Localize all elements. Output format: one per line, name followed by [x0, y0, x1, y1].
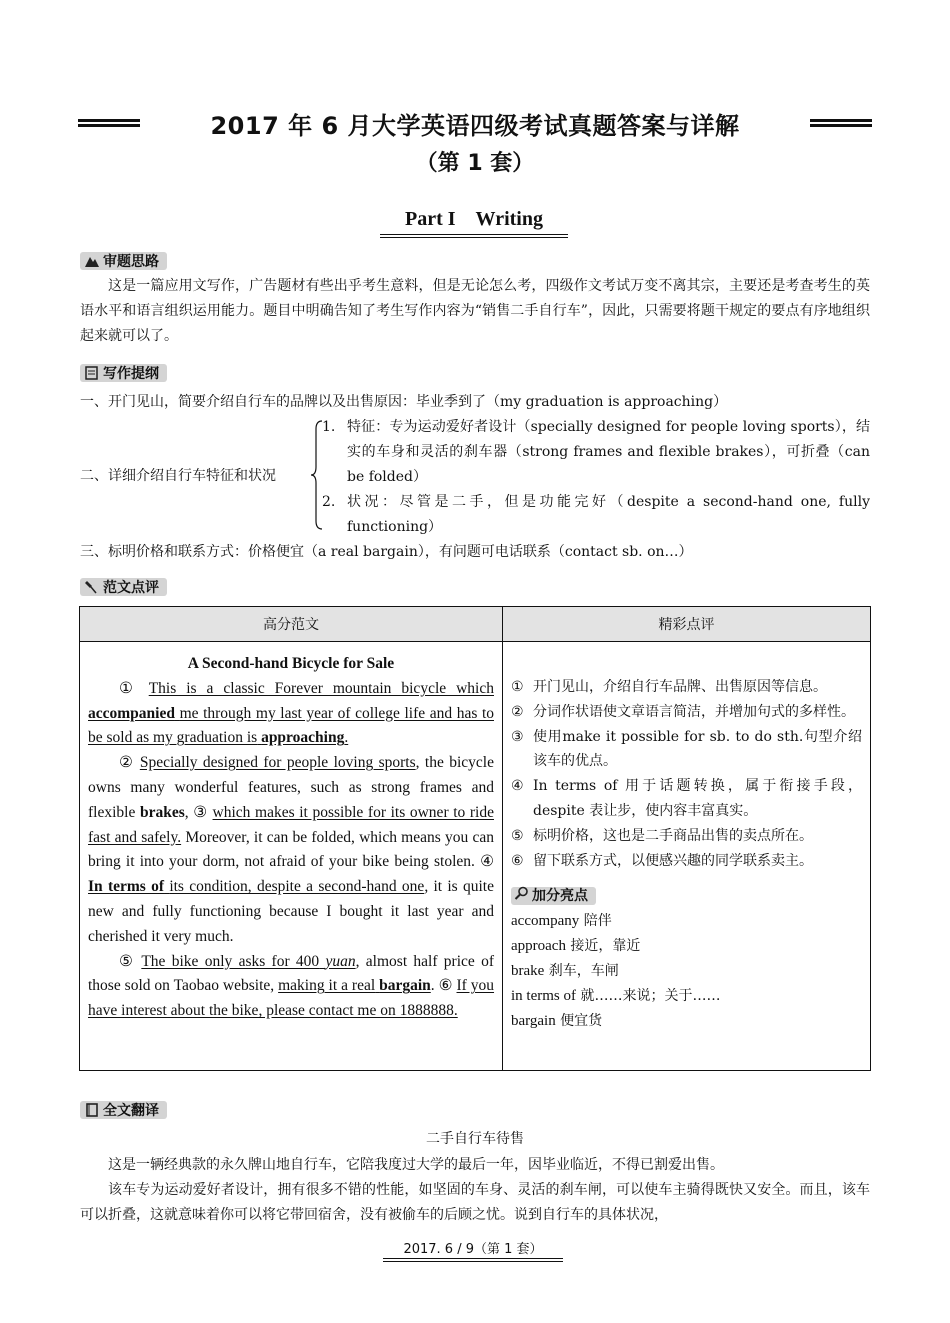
outline-sub-item: 1. 特征：专为运动爱好者设计（specially designed for people loving sports），结实的车身和灵活的刹车器（strong frames and flexible brakes），可折叠（can be folded）: [322, 419, 870, 485]
comment-item: ③ 使用make it possible for sb. to do sth.句型介绍该车的优点。: [511, 728, 862, 770]
translation-paragraph-1: 这是一辆经典款的永久牌山地自行车，它陪我度过大学的最后一年，因毕业临近，不得已割爱出售。: [108, 1157, 724, 1173]
essay-title: A Second-hand Bicycle for Sale: [187, 655, 395, 672]
section-label-text: 写作提纲: [103, 366, 159, 382]
outline-item-2-list: [322, 415, 870, 540]
comment-item: ② 分词作状语使文章语言简洁，并增加句式的多样性。: [511, 703, 855, 720]
page-title: 2017 年 6 月大学英语四级考试真题答案与详解: [210, 111, 740, 140]
translation-paragraph-2: 该车专为运动爱好者设计，拥有很多不错的性能，如坚固的车身、灵活的刹车闸，可以使车主骑得既快又安全。而且，该车可以折叠，这就意味着你可以将它带回宿舍，没有被偷车的后顾之忧。说到自行车的具体状况，: [80, 1182, 870, 1223]
mountain-icon: [84, 254, 100, 268]
title-row: [78, 103, 872, 143]
page-footer: 2017. 6 / 9（第 1 套）: [383, 1238, 563, 1259]
vocab-list: [511, 909, 862, 1033]
comments-list: [503, 642, 870, 1041]
outline-item-1: 一、开门见山，简要介绍自行车的品牌以及出售原因：毕业季到了（my graduation is approaching）: [80, 394, 728, 410]
title-left-rule: [78, 119, 140, 127]
col-header-comments: 精彩点评: [503, 607, 871, 642]
vocab-item: brake 刹车，车闸: [511, 962, 619, 979]
essay-paragraph-1: ① This is a classic Forever mountain bicycle which accompanied me through my last year of college life and has to be sold as my graduation is approaching.: [88, 679, 494, 747]
section-label-text: 审题思路: [103, 254, 159, 270]
comment-item: ① 开门见山，介绍自行车品牌、出售原因等信息。: [511, 679, 827, 695]
title-right-rule: [810, 119, 872, 127]
section-label-analysis: [80, 252, 167, 270]
col-header-essay: 高分范文: [80, 607, 503, 642]
essay-paragraph-3: ⑤ The bike only asks for 400 yuan, almost half price of those sold on Taobao website, making it a real bargain. ⑥ If you have interest about the bike, please contact me on 1888888.: [88, 952, 495, 1020]
pen-icon: [84, 580, 100, 594]
section-label-translation: [80, 1101, 167, 1119]
section-label-text: 范文点评: [103, 580, 159, 596]
section-label-text: 全文翻译: [103, 1103, 159, 1119]
notepad-icon: [84, 366, 100, 380]
section-label-review: [80, 578, 167, 596]
comment-item: ⑥ 留下联系方式，以便感兴趣的同学联系卖主。: [511, 852, 813, 869]
translation-title: 二手自行车待售: [426, 1131, 524, 1147]
model-essay: [80, 642, 502, 1070]
comment-item: ④ In terms of 用于话题转换，属于衔接手段，despite 表让步，使内容丰富真实。: [511, 778, 862, 819]
outline-item-3: 三、标明价格和联系方式：价格便宜（a real bargain），有问题可电话联系（contact sb. on…）: [80, 544, 693, 560]
section-label-outline: [80, 364, 167, 382]
analysis-paragraph: 这是一篇应用文写作，广告题材有些出乎考生意料，但是无论怎么考，四级作文考试万变不离其宗，主要还是考查考生的英语水平和语言组织运用能力。题目中明确告知了考生写作内容为“销售二手自行车”，因此，只需要将题干规定的要点有序地组织起来就可以了。: [80, 278, 870, 344]
part-heading: Part I Writing: [380, 202, 568, 235]
book-icon: [84, 1103, 100, 1117]
vocab-item: in terms of 就……来说；关于……: [511, 987, 721, 1004]
essay-cell: [80, 642, 503, 1071]
vocab-item: approach 接近，靠近: [511, 938, 641, 955]
vocab-item: bargain 便宜货: [511, 1012, 603, 1029]
page-subtitle: （第 1 套）: [415, 151, 535, 176]
vocab-item: accompany 陪伴: [511, 913, 612, 930]
magnifier-icon: [514, 884, 530, 909]
comments-cell: [503, 642, 871, 1071]
essay-paragraph-2: ② Specially designed for people loving sports, the bicycle owns many wonderful features, such as strong frames and flexible brakes, ③ which makes it possible for its owner to ride fast and safely. Moreover, it can be folded, which means you can bring it into your dorm, not afraid of your bike being stolen. ④ In terms of its condition, despite a second-hand one, it is quite new and fully functioning because I bought it last year and cherished it very much.: [88, 754, 494, 945]
outline-item-2-label: 二、详细介绍自行车特征和状况: [80, 468, 276, 484]
outline-sub-item: 2. 状况：尽管是二手，但是功能完好（despite a second-hand one, fully functioning）: [322, 494, 870, 535]
review-table: [79, 606, 871, 1071]
bonus-label: 加分亮点: [511, 887, 596, 905]
comment-item: ⑤ 标明价格，这也是二手商品出售的卖点所在。: [511, 827, 813, 844]
